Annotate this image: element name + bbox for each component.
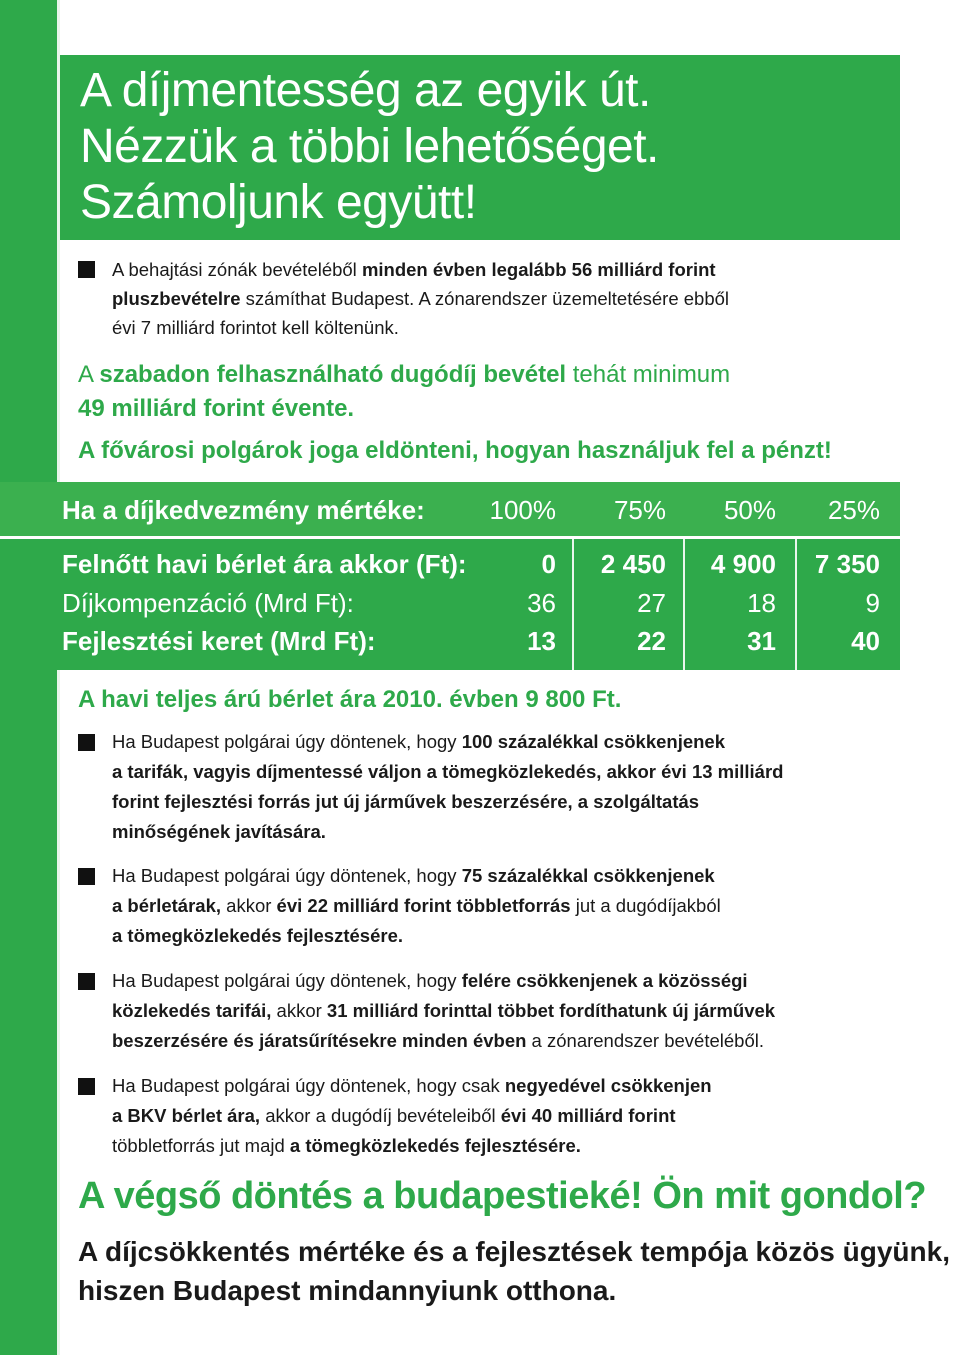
row-label-monthly-pass: Felnőtt havi bérlet ára akkor (Ft):	[62, 549, 467, 579]
bullet-square-icon	[78, 868, 95, 885]
scenario-1-line-1: Ha Budapest polgárai úgy döntenek, hogy 100 százalékkal csökkenjenek	[112, 731, 726, 752]
table-cell: 22	[637, 626, 666, 656]
table-cell: 13	[527, 626, 556, 656]
column-divider	[795, 539, 797, 670]
intro-line-1: A behajtási zónák bevételéből minden évben legalább 56 milliárd forint	[112, 259, 716, 280]
table-cell: 27	[637, 588, 666, 618]
table-cell: 0	[541, 549, 556, 579]
scenario-4-line-2: a BKV bérlet ára, akkor a dugódíj bevételeiből évi 40 milliárd forint	[112, 1105, 676, 1126]
table-col-50: 50%	[723, 495, 776, 525]
scenario-1-line-3: forint fejlesztési forrás jut új járművek beszerzésére, a szolgáltatás	[112, 791, 700, 812]
final-title: A végső döntés a budapestieké! Ön mit gondol?	[78, 1175, 927, 1217]
bullet-square-icon	[78, 1078, 95, 1095]
highlight-line-2: 49 milliárd forint évente.	[78, 395, 355, 422]
year-price-note: A havi teljes árú bérlet ára 2010. évben 9 800 Ft.	[78, 686, 622, 713]
column-divider	[683, 539, 685, 670]
table-cell: 31	[747, 626, 776, 656]
row-label-development: Fejlesztési keret (Mrd Ft):	[62, 626, 376, 656]
scenario-4-line-1: Ha Budapest polgárai úgy döntenek, hogy csak negyedével csökkenjen	[112, 1075, 712, 1096]
discount-table	[0, 482, 900, 670]
table-header-row	[0, 482, 900, 539]
header-line-1: A díjmentesség az egyik út.	[80, 64, 651, 117]
bullet-square-icon	[78, 973, 95, 990]
table-col-75: 75%	[613, 495, 666, 525]
header-banner	[60, 55, 900, 240]
scenario-3-line-2: közlekedés tarifái, akkor 31 milliárd forinttal többet fordíthatunk új járművek	[112, 1000, 776, 1021]
bullet-square-icon	[78, 734, 95, 751]
scenario-2-line-1: Ha Budapest polgárai úgy döntenek, hogy 75 százalékkal csökkenjenek	[112, 865, 715, 886]
table-cell: 9	[865, 588, 880, 618]
table-cell: 18	[747, 588, 776, 618]
highlight-line-1: A szabadon felhasználható dugódíj bevétel tehát minimum	[78, 361, 731, 388]
table-cell: 2 450	[600, 549, 666, 579]
column-divider	[572, 539, 574, 670]
header-line-3: Számoljunk együtt!	[80, 176, 477, 229]
highlight-line-3: A fővárosi polgárok joga eldönteni, hogyan használjuk fel a pénzt!	[78, 437, 832, 464]
bullet-square-icon	[78, 261, 95, 278]
scenario-2-line-2: a bérletárak, akkor évi 22 milliárd forint többletforrás jut a dugódíjakból	[112, 895, 721, 916]
scenario-2-line-3: a tömegközlekedés fejlesztésére.	[112, 925, 404, 946]
final-subtitle-line-1: A díjcsökkentés mértéke és a fejlesztések tempója közös ügyünk,	[78, 1236, 950, 1267]
table-col-100: 100%	[489, 495, 556, 525]
scenario-4-line-3: többletforrás jut majd a tömegközlekedés fejlesztésére.	[112, 1135, 581, 1156]
table-cell: 7 350	[814, 549, 880, 579]
table-cell: 36	[527, 588, 556, 618]
intro-line-2: pluszbevételre számíthat Budapest. A zónarendszer üzemeltetésére ebből	[112, 288, 730, 309]
scenario-1-line-2: a tarifák, vagyis díjmentessé váljon a tömegközlekedés, akkor évi 13 milliárd	[112, 761, 784, 782]
scenario-1-line-4: minőségének javítására.	[112, 821, 326, 842]
intro-line-3: évi 7 milliárd forintot kell költenünk.	[112, 317, 399, 338]
table-cell: 4 900	[710, 549, 776, 579]
left-bar-edge	[0, 0, 60, 1355]
row-label-compensation: Díjkompenzáció (Mrd Ft):	[62, 588, 354, 618]
header-line-2: Nézzük a többi lehetőséget.	[80, 120, 659, 173]
table-cell: 40	[851, 626, 880, 656]
table-col-25: 25%	[827, 495, 880, 525]
scenario-3-line-1: Ha Budapest polgárai úgy döntenek, hogy felére csökkenjenek a közösségi	[112, 970, 748, 991]
final-subtitle-line-2: hiszen Budapest mindannyiunk otthona.	[78, 1275, 617, 1306]
left-accent-bar	[0, 0, 60, 1355]
table-header-label: Ha a díjkedvezmény mértéke:	[62, 495, 425, 525]
scenario-3-line-3: beszerzésére és járatsűrítésekre minden évben a zónarendszer bevételéből.	[112, 1030, 764, 1051]
